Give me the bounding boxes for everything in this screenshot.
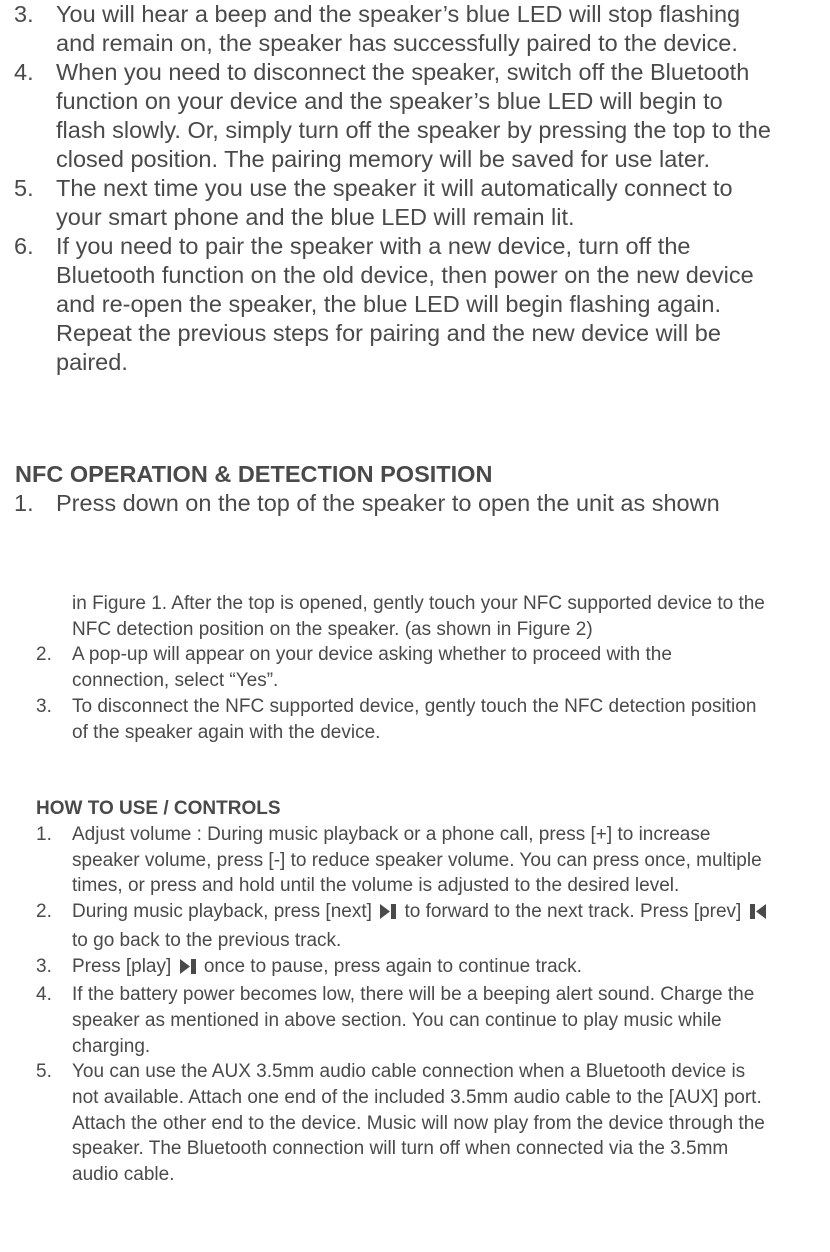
step-number: 1. — [36, 824, 52, 845]
step-text: You will hear a beep and the speaker’s blue LED will stop flashing and remain on, the speaker has successfully paired to the device. — [56, 1, 741, 56]
step-text: Adjust volume : During music playback or a phone call, press [+] to increase speaker volume, press [-] to reduce speaker volume. You can press once, multiple times, or press and hold until the volume is adjusted to the desired level. — [72, 824, 762, 897]
play-pause-icon — [179, 957, 197, 983]
step-text: To disconnect the NFC supported device, gently touch the NFC detection position of the speaker again with the device. — [72, 695, 757, 743]
step-text-part: Press [play] — [72, 955, 177, 977]
step-text: If you need to pair the speaker with a new device, turn off the Bluetooth function on the old device, then power on the new device and re-open the speaker, the blue LED will begin flashing again. Repeat the previous steps for pairing and the new device will be paired. — [56, 233, 754, 375]
step-text: When you need to disconnect the speaker, switch off the Bluetooth function on your device and the speaker’s blue LED will begin to flash slowly. Or, simply turn off the speaker by pressing the top to the closed position. The pairing memory will be saved for use later. — [56, 59, 771, 172]
step-text-part: to go back to the previous track. — [72, 929, 342, 951]
step-text: Press down on the top of the speaker to open the unit as shown — [56, 490, 720, 516]
step-number: 4. — [36, 984, 52, 1006]
step-number: 3. — [36, 955, 52, 977]
step-text-part: once to pause, press again to continue track. — [198, 955, 582, 977]
pairing-step-6 — [0, 232, 776, 377]
step-text: A pop-up will appear on your device asking whether to proceed with the connection, select “Yes”. — [72, 644, 672, 692]
next-track-icon — [379, 902, 397, 928]
step-number: 1. — [14, 490, 34, 516]
controls-step-3 — [0, 954, 772, 983]
pairing-steps-section — [0, 0, 830, 377]
step-text: If the battery power becomes low, there will be a beeping alert sound. Charge the speaker as mentioned in above section. You can continue to play music while charging. — [72, 984, 755, 1057]
step-number: 3. — [14, 1, 34, 27]
controls-steps-section — [0, 822, 830, 1188]
step-number: 3. — [36, 695, 52, 717]
nfc-step-1 — [0, 489, 796, 518]
controls-step-5 — [0, 1059, 772, 1188]
pairing-step-3 — [0, 0, 776, 58]
step-number: 2. — [36, 644, 52, 666]
nfc-step-3 — [0, 694, 772, 745]
controls-step-4 — [0, 982, 772, 1059]
step-number: 5. — [36, 1061, 52, 1083]
prev-track-icon — [749, 902, 767, 928]
nfc-step-1-continuation — [0, 591, 772, 642]
step-text: You can use the AUX 3.5mm audio cable connection when a Bluetooth device is not available. Attach one end of the included 3.5mm audio cable to the [AUX] port. Attach the other end to the device. Music will now play from the device through the speaker. The Bluetooth connection will turn off when connected via the 3.5mm audio cable. — [72, 1061, 765, 1186]
pairing-step-5 — [0, 174, 776, 232]
nfc-step-2 — [0, 642, 772, 693]
step-number: 6. — [14, 233, 34, 259]
nfc-section-heading: NFC OPERATION & DETECTION POSITION — [15, 461, 493, 487]
pairing-step-4 — [0, 58, 776, 174]
nfc-steps-section — [0, 591, 830, 745]
controls-step-2 — [0, 899, 772, 953]
controls-section-heading: HOW TO USE / CONTROLS — [36, 798, 281, 819]
step-text: The next time you use the speaker it will automatically connect to your smart phone and the blue LED will remain lit. — [56, 175, 733, 230]
step-number: 5. — [14, 175, 34, 201]
step-text: in Figure 1. After the top is opened, gently touch your NFC supported device to the NFC detection position on the speaker. (as shown in Figure 2) — [72, 593, 765, 640]
step-text-part: During music playback, press [next] — [72, 901, 378, 923]
controls-step-1 — [0, 822, 772, 899]
step-text-part: to forward to the next track. Press [prev] — [399, 901, 747, 923]
step-number: 2. — [36, 901, 52, 923]
step-number: 4. — [14, 59, 34, 85]
